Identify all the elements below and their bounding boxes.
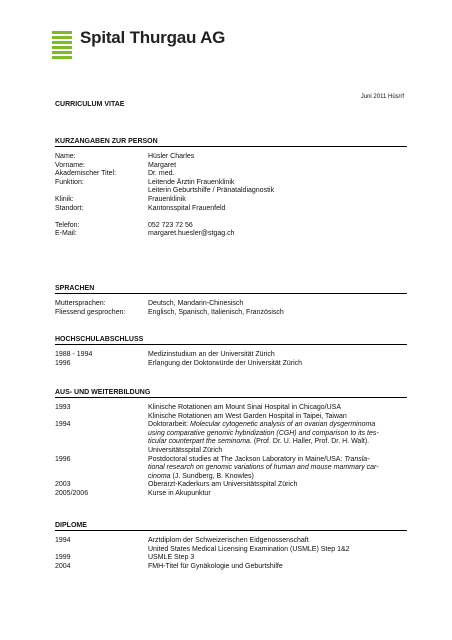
row-value: 052 723 72 56: [148, 221, 193, 229]
info-row: [55, 205, 407, 214]
section-title: AUS- UND WEITERBILDUNG: [55, 389, 407, 398]
section-title: HOCHSCHULABSCHLUSS: [55, 336, 407, 345]
row-label: Klinik:: [55, 195, 74, 203]
row-value: Leitende Ärztin Frauenklinik: [148, 178, 235, 186]
info-row: [55, 481, 407, 490]
document-title: CURRICULUM VITAE: [55, 101, 125, 108]
info-row: [55, 179, 407, 188]
row-value: Leiterin Geburtshilfe / Pränataldiagnostik: [148, 187, 275, 195]
row-value: Frauenklinik: [148, 195, 186, 203]
section-title: DIPLOME: [55, 522, 407, 531]
section-languages: [55, 285, 407, 317]
info-row: [55, 464, 407, 473]
info-row: [55, 404, 407, 413]
info-row: [55, 447, 407, 456]
info-row: [55, 537, 407, 546]
row-value: USMLE Step 3: [148, 554, 195, 562]
row-value: Englisch, Spanisch, Italienisch, Französisch: [148, 308, 284, 316]
info-row: [55, 438, 407, 447]
section-degree: [55, 336, 407, 368]
row-label: 1996: [55, 455, 71, 463]
row-value: Hüsler Charles: [148, 153, 195, 160]
row-label: 1994: [55, 537, 71, 544]
row-label: Telefon:: [55, 221, 80, 229]
info-row: [55, 153, 407, 162]
row-value: Deutsch, Mandarin-Chinesisch: [148, 300, 244, 307]
info-row: [55, 473, 407, 482]
info-row: [55, 170, 407, 179]
row-label: Muttersprachen:: [55, 300, 106, 307]
row-value: Medizinstudium an der Universität Zürich: [148, 351, 275, 358]
research-title: cinoma: [148, 472, 171, 480]
info-row: [55, 196, 407, 205]
section-education: [55, 389, 407, 499]
row-value: Oberarzt-Kaderkurs am Universitätsspital Zürich: [148, 481, 298, 489]
info-row: [55, 300, 407, 309]
info-row: [55, 546, 407, 555]
row-value: Postdoctoral studies at The Jackson Laboratory in Maine/USA:: [148, 455, 345, 463]
thesis-title: using comparative genomic hybridization (CGH) and comparison to its tes-: [148, 429, 379, 437]
thesis-title: Molecular cytogenetic analysis of an ovarian dysgerminoma: [190, 421, 376, 429]
row-value: Universitätsspital Zürich: [148, 446, 223, 454]
info-row: [55, 421, 407, 430]
research-title: Transla-: [344, 455, 370, 463]
info-row: [55, 563, 407, 572]
row-label: 1988 - 1994: [55, 351, 93, 358]
row-value: Erlangung der Doktorwürde der Universität Zürich: [148, 359, 303, 367]
row-value: (Prof. Dr. U. Haller, Prof. Dr. H. Walt).: [251, 438, 370, 446]
section-diplomas: [55, 522, 407, 571]
row-value: Arztdiplom der Schweizerischen Eidgenossenschaft: [148, 537, 309, 544]
row-label: Standort:: [55, 204, 84, 212]
row-label: 1993: [55, 404, 71, 411]
row-label: 2003: [55, 481, 71, 489]
document-date: Juni 2011 Hüs/rf: [360, 94, 404, 100]
section-title: KURZANGABEN ZUR PERSON: [55, 138, 407, 147]
row-value: Kantonsspital Frauenfeld: [148, 204, 226, 212]
info-row: [55, 360, 407, 369]
row-label: Name:: [55, 153, 76, 160]
info-row: [55, 490, 407, 499]
row-label: 1996: [55, 359, 71, 367]
info-row: [55, 309, 407, 318]
row-label: 1999: [55, 554, 71, 562]
info-row: [55, 222, 407, 231]
row-value: FMH-Titel für Gynäkologie und Geburtshilfe: [148, 562, 283, 570]
row-value: Dr. med.: [148, 170, 175, 178]
info-row: [55, 230, 407, 239]
logo-mark-icon: [52, 31, 72, 61]
info-row: [55, 162, 407, 171]
row-label: 1994: [55, 421, 71, 429]
row-label: Fliessend gesprochen:: [55, 308, 126, 316]
row-label: Vorname:: [55, 161, 85, 169]
info-row: [55, 351, 407, 360]
row-value: Klinische Rotationen am West Garden Hospital in Taipei, Taiwan: [148, 412, 347, 420]
row-label: [55, 546, 148, 555]
logo-text: Spital Thurgau AG: [80, 28, 226, 47]
info-row: [55, 430, 407, 439]
info-row: [55, 413, 407, 422]
row-label: 2005/2006: [55, 489, 89, 497]
email-value[interactable]: margaret.huesler@stgag.ch: [148, 230, 235, 238]
row-value: Doktorarbeit:: [148, 421, 191, 429]
row-label: E-Mail:: [55, 230, 77, 238]
thesis-title: ticular counterpart the seminoma.: [148, 438, 252, 446]
row-value: Margaret: [148, 161, 177, 169]
row-label: Funktion:: [55, 178, 84, 186]
row-label: Akademischer Titel:: [55, 170, 117, 178]
row-value: (J. Sundberg, B. Knowles): [170, 472, 254, 480]
info-row: [55, 554, 407, 563]
section-personal-info: [55, 138, 407, 239]
research-title: tional research on genomic variations of human and mouse mammary car-: [148, 464, 379, 472]
row-label: 2004: [55, 562, 71, 570]
info-row: [55, 187, 407, 196]
info-row: [55, 456, 407, 465]
row-value: Kurse in Akupunktur: [148, 489, 211, 497]
row-value: Klinische Rotationen am Mount Sinai Hospital in Chicago/USA: [148, 404, 341, 411]
row-value: United States Medical Licensing Examination (USMLE) Step 1&2: [148, 545, 350, 553]
section-title: SPRACHEN: [55, 285, 407, 294]
row-label: [55, 187, 148, 196]
